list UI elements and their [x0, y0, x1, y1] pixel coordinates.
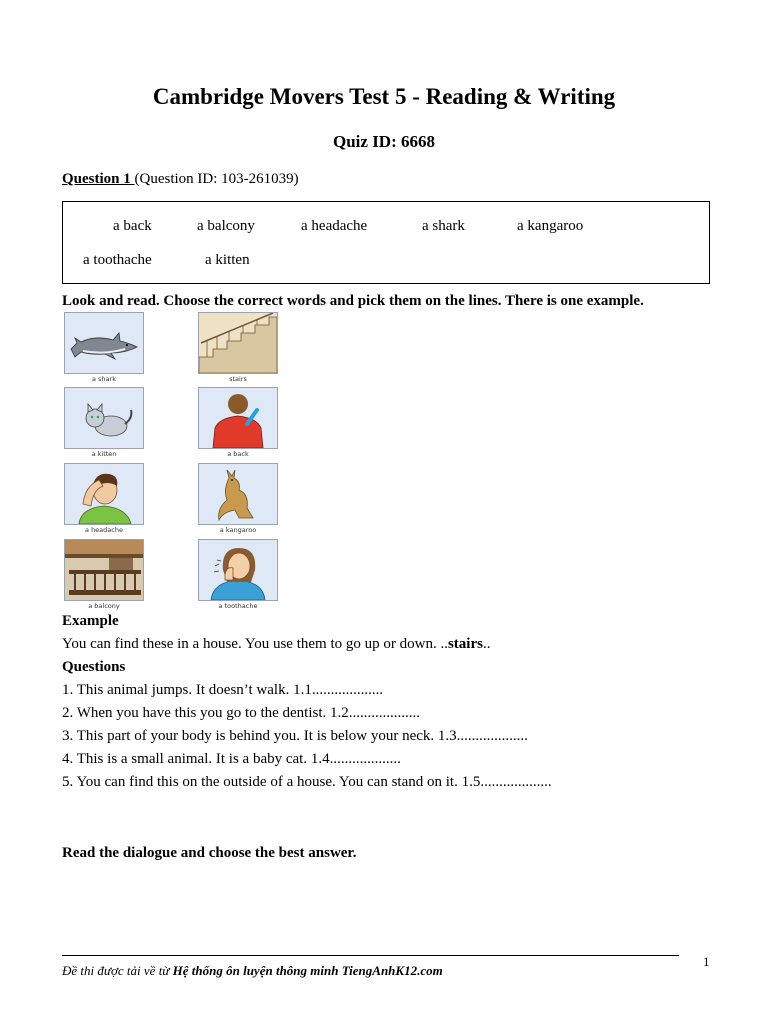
word-bank-item: a toothache — [83, 252, 152, 268]
kangaroo-icon — [198, 463, 278, 525]
footer-prefix: Đề thi được tải về từ — [62, 963, 173, 978]
picture-caption: a balcony — [88, 602, 120, 610]
example-text-before: You can find these in a house. You use them to go up or down. .. — [62, 636, 448, 652]
word-bank-item: a kitten — [205, 252, 250, 268]
picture-card-shark — [64, 312, 144, 387]
question-item: 3. This part of your body is behind you. It is below your neck. 1.3................... — [62, 728, 528, 744]
question-header — [62, 171, 299, 188]
footer-site: Hệ thống ôn luyện thông minh TiengAnhK12.com — [172, 963, 443, 978]
instruction: Look and read. Choose the correct words and pick them on the lines. There is one example. — [62, 293, 644, 309]
quiz-id: Quiz ID: 6668 — [333, 132, 435, 151]
example-answer: stairs — [447, 636, 483, 652]
picture-caption: a toothache — [218, 602, 258, 610]
picture-card-kangaroo — [198, 463, 278, 538]
footer-text — [62, 963, 443, 979]
word-bank-item: a balcony — [197, 218, 255, 234]
picture-card-toothache — [198, 539, 278, 614]
picture-caption: a kitten — [91, 450, 117, 458]
back-icon — [198, 387, 278, 449]
word-bank-box — [62, 201, 710, 284]
kitten-icon — [64, 387, 144, 449]
picture-caption: a back — [227, 450, 249, 458]
dialogue-instruction: Read the dialogue and choose the best answer. — [62, 845, 357, 861]
word-bank-item: a headache — [301, 218, 368, 234]
example-text-after: .. — [482, 636, 491, 652]
shark-icon — [64, 312, 144, 374]
picture-caption: a headache — [85, 526, 123, 534]
page-number: 1 — [703, 954, 710, 969]
balcony-icon — [64, 539, 144, 601]
picture-caption: stairs — [229, 375, 247, 383]
question-item: 4. This is a small animal. It is a baby cat. 1.4................... — [62, 751, 401, 767]
example-text — [62, 636, 490, 653]
example-heading: Example — [62, 613, 119, 629]
question-item: 5. You can find this on the outside of a house. You can stand on it. 1.5................... — [62, 774, 552, 790]
toothache-icon — [198, 539, 278, 601]
picture-card-balcony — [64, 539, 144, 614]
question-item: 1. This animal jumps. It doesn’t walk. 1.1................... — [62, 682, 384, 698]
stairs-icon — [198, 312, 278, 374]
picture-card-stairs — [198, 312, 278, 387]
word-bank-item: a back — [113, 218, 152, 234]
headache-icon — [64, 463, 144, 525]
page-title: Cambridge Movers Test 5 - Reading & Writing — [152, 84, 616, 109]
word-bank-item: a kangaroo — [517, 218, 584, 234]
questions-heading: Questions — [62, 659, 126, 675]
question-label: Question 1 — [62, 171, 135, 187]
picture-caption: a kangaroo — [219, 526, 257, 534]
question-id-text: (Question ID: 103-261039) — [134, 171, 299, 187]
picture-card-back — [198, 387, 278, 462]
picture-card-kitten — [64, 387, 144, 462]
word-bank-item: a shark — [422, 218, 465, 234]
picture-card-headache — [64, 463, 144, 538]
footer-divider — [62, 955, 679, 956]
question-item: 2. When you have this you go to the dentist. 1.2................... — [62, 705, 421, 721]
picture-caption: a shark — [92, 375, 116, 383]
